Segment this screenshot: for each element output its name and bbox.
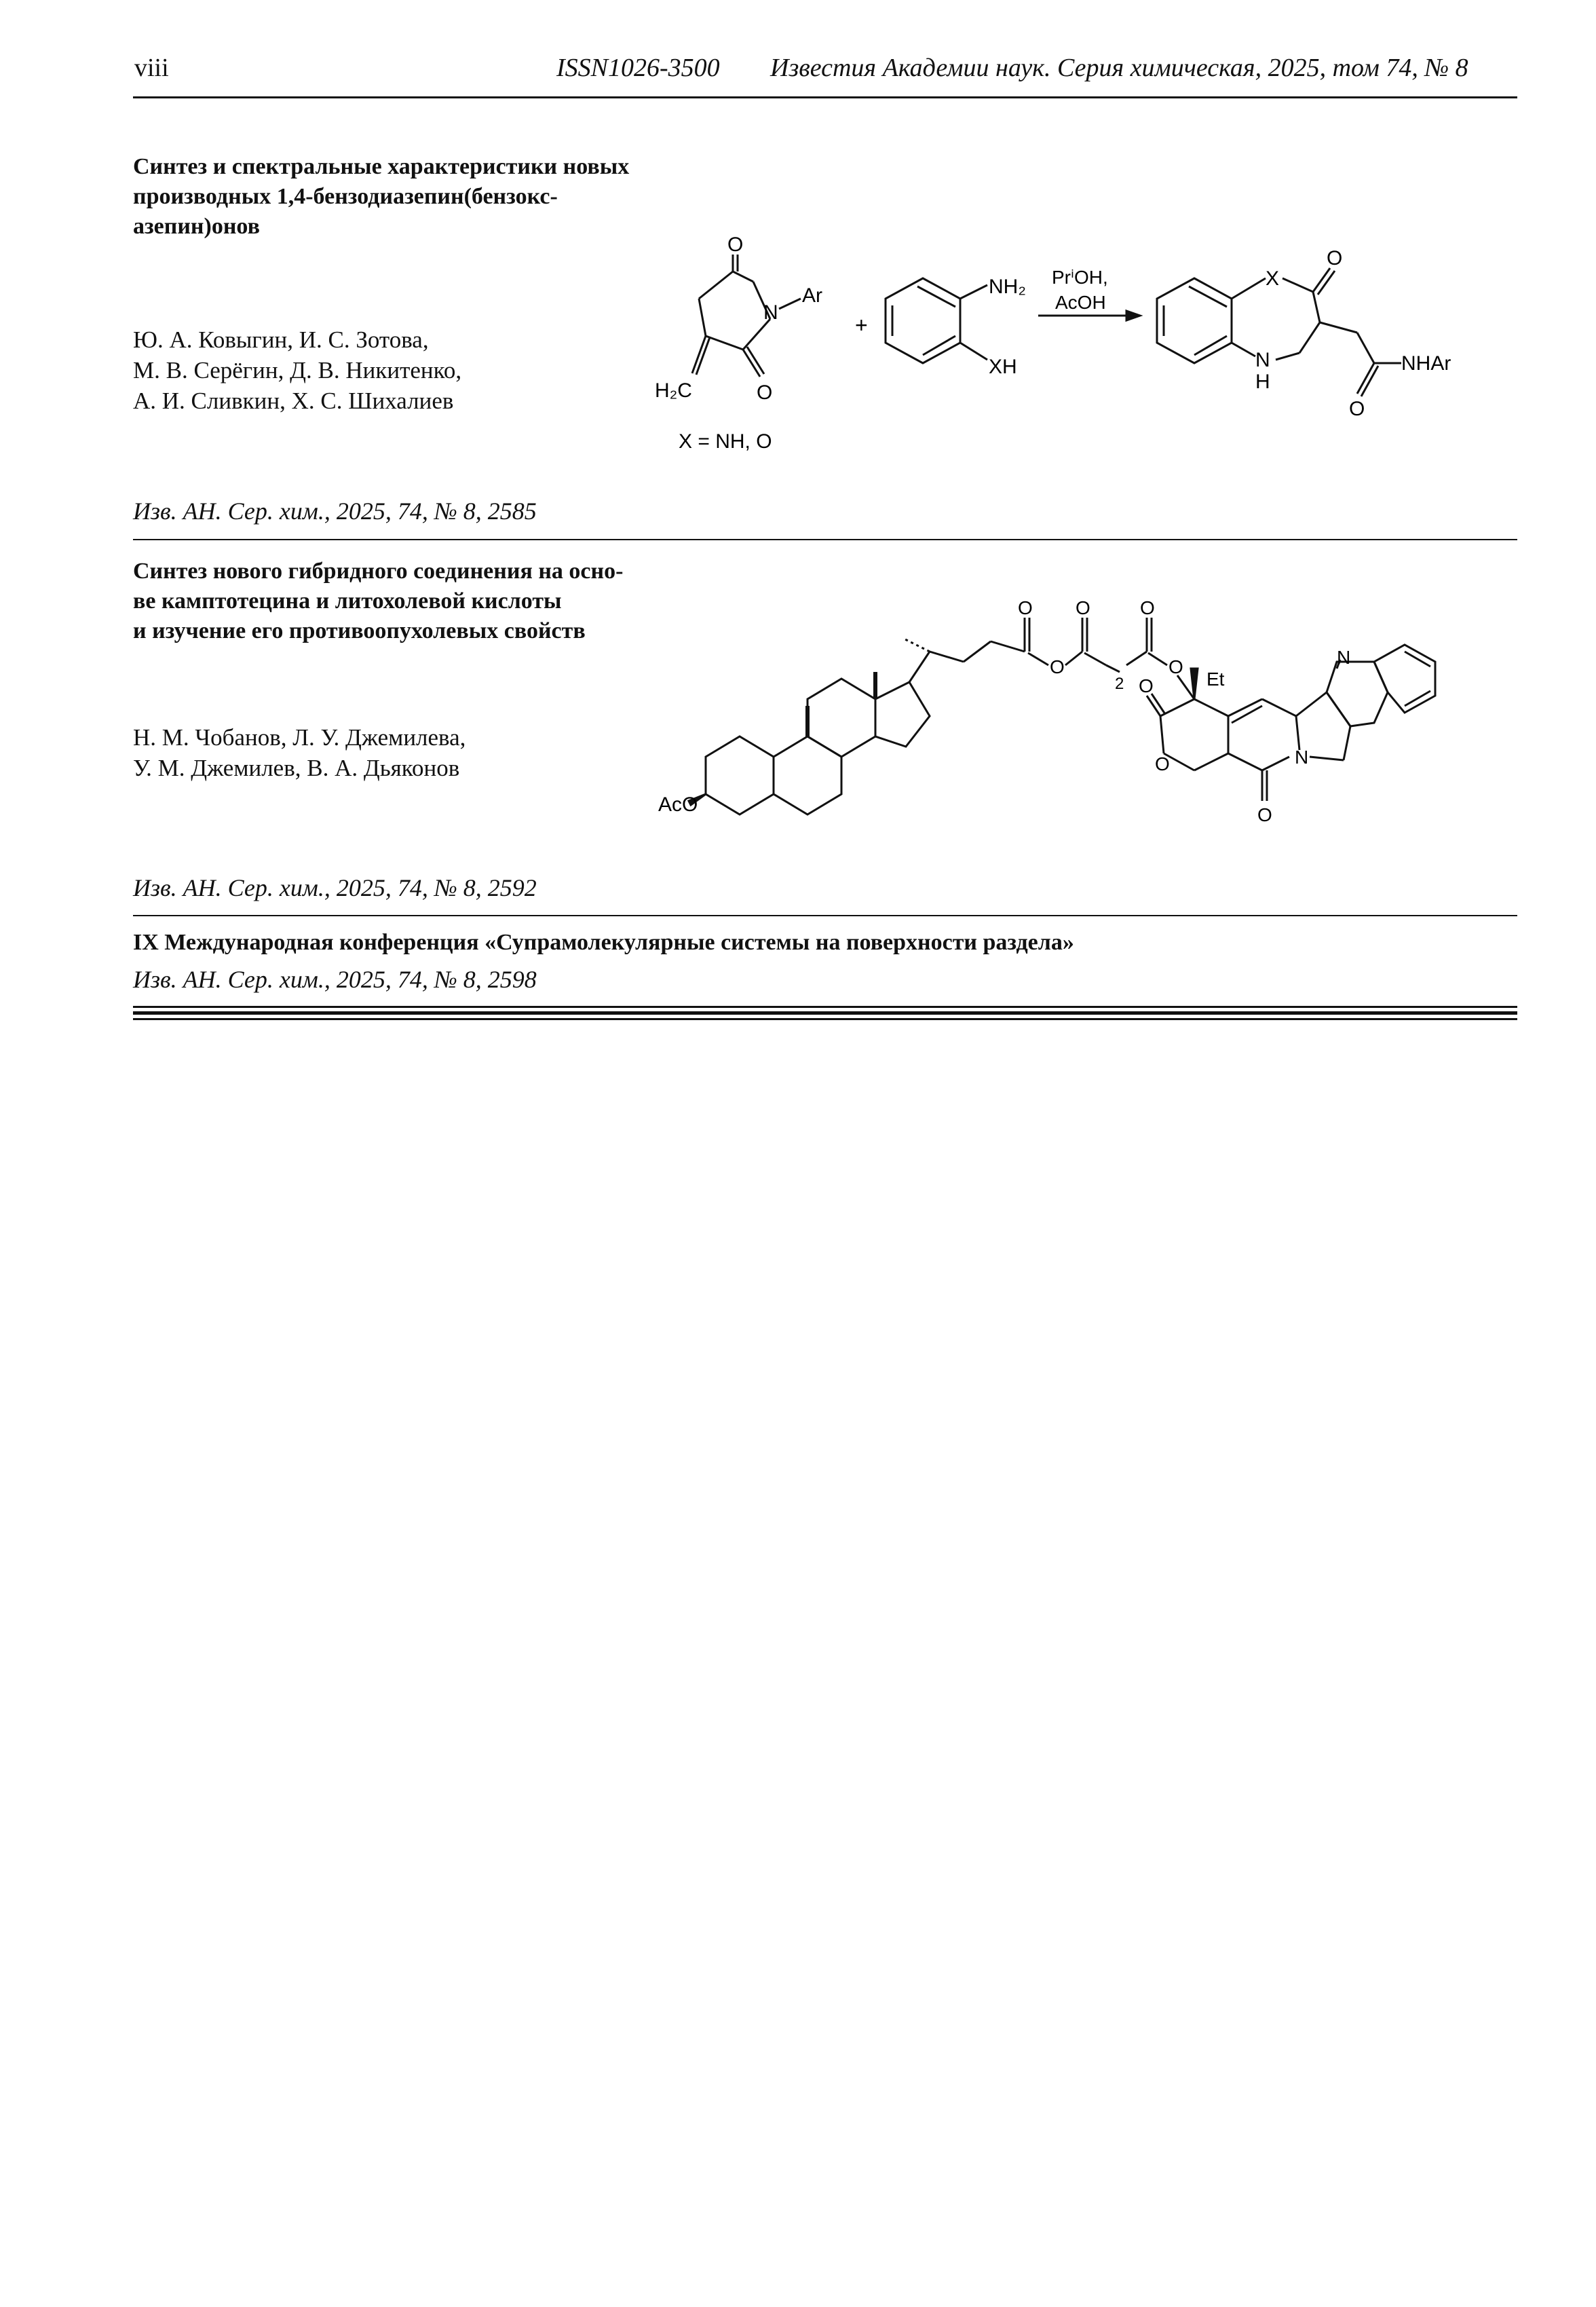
author-line: А. И. Сливкин, Х. С. Шихалиев <box>133 388 454 414</box>
scheme-nh2: NH₂ <box>989 276 1026 298</box>
closing-rule <box>133 1006 1517 1008</box>
product-x: X <box>1266 267 1280 290</box>
article-1-title-line: Синтез и спектральные характеристики новых <box>133 154 630 179</box>
article-1-title-line: азепин)онов <box>133 214 260 239</box>
struct-aco: AcO <box>658 793 698 816</box>
scheme-n: N <box>763 301 778 324</box>
struct-subscript: 2 <box>1115 675 1124 693</box>
struct-o-top3: O <box>1140 597 1155 618</box>
header-rule <box>133 96 1517 98</box>
struct-n-ring: N <box>1295 747 1309 768</box>
article-2-hybrid-structure <box>658 597 1493 869</box>
article-2-title-line: ве камптотецина и литохолевой кислоты <box>133 588 562 614</box>
article-separator <box>133 915 1517 916</box>
product-o-ketone: O <box>1327 247 1343 269</box>
closing-rule <box>133 1011 1517 1015</box>
conference-title[interactable]: IX Международная конференция «Супрамолекулярные системы на поверхности раздела» <box>133 930 1074 955</box>
author-line: М. В. Серёгин, Д. В. Никитенко, <box>133 357 462 383</box>
article-separator <box>133 539 1517 540</box>
scheme-plus: + <box>855 313 868 337</box>
struct-et: Et <box>1206 669 1225 690</box>
author-line: Н. М. Чобанов, Л. У. Джемилева, <box>133 724 466 751</box>
struct-n-quinoline: N <box>1337 647 1351 668</box>
struct-o-ester2: O <box>1168 656 1183 677</box>
article-1-reference[interactable]: Изв. АН. Сер. хим., 2025, 74, № 8, 2585 <box>133 498 537 525</box>
scheme-condition-top: PrⁱOH, <box>1052 267 1108 288</box>
product-h: H <box>1255 371 1270 393</box>
closing-rule <box>133 1018 1517 1020</box>
page-number: viii <box>134 54 169 82</box>
article-1-title-line: производных 1,4-бензодиазепин(бензокс- <box>133 184 558 209</box>
product-o-amide: O <box>1349 398 1365 420</box>
scheme-condition-bottom: AcOH <box>1055 292 1106 313</box>
x-definition: X = NH, O <box>679 430 772 453</box>
scheme-o-bottom: O <box>757 381 773 404</box>
article-2-reference[interactable]: Изв. АН. Сер. хим., 2025, 74, № 8, 2592 <box>133 874 537 901</box>
issn: ISSN1026-3500 <box>556 54 720 82</box>
article-1-title[interactable] <box>133 152 656 242</box>
author-line: У. М. Джемилев, В. А. Дьяконов <box>133 755 460 781</box>
product-n: N <box>1255 349 1270 371</box>
struct-o-top2: O <box>1076 597 1090 618</box>
journal-title: Известия Академии наук. Серия химическая, 2025, том 74, № 8 <box>770 54 1468 82</box>
struct-o-lactone: O <box>1155 753 1170 774</box>
author-line: Ю. А. Ковыгин, И. С. Зотова, <box>133 326 429 353</box>
scheme-xh: XH <box>989 356 1017 378</box>
article-2-title-line: и изучение его противоопухолевых свойств <box>133 618 586 643</box>
struct-o-lactone-c: O <box>1139 675 1154 696</box>
product-nhar: NHAr <box>1401 352 1451 375</box>
article-2-title[interactable] <box>133 557 656 646</box>
scheme-o-top: O <box>727 233 744 256</box>
scheme-ar: Ar <box>802 284 822 307</box>
article-2-authors <box>133 722 466 783</box>
struct-o-top1: O <box>1018 597 1033 618</box>
struct-o-bottom: O <box>1257 804 1272 825</box>
article-1-reaction-scheme <box>651 231 1466 475</box>
conference-reference[interactable]: Изв. АН. Сер. хим., 2025, 74, № 8, 2598 <box>133 966 537 993</box>
struct-o-ester1: O <box>1050 656 1065 677</box>
article-2-title-line: Синтез нового гибридного соединения на осно- <box>133 559 624 584</box>
scheme-h2c: H₂C <box>655 379 692 402</box>
article-1-authors <box>133 324 461 416</box>
